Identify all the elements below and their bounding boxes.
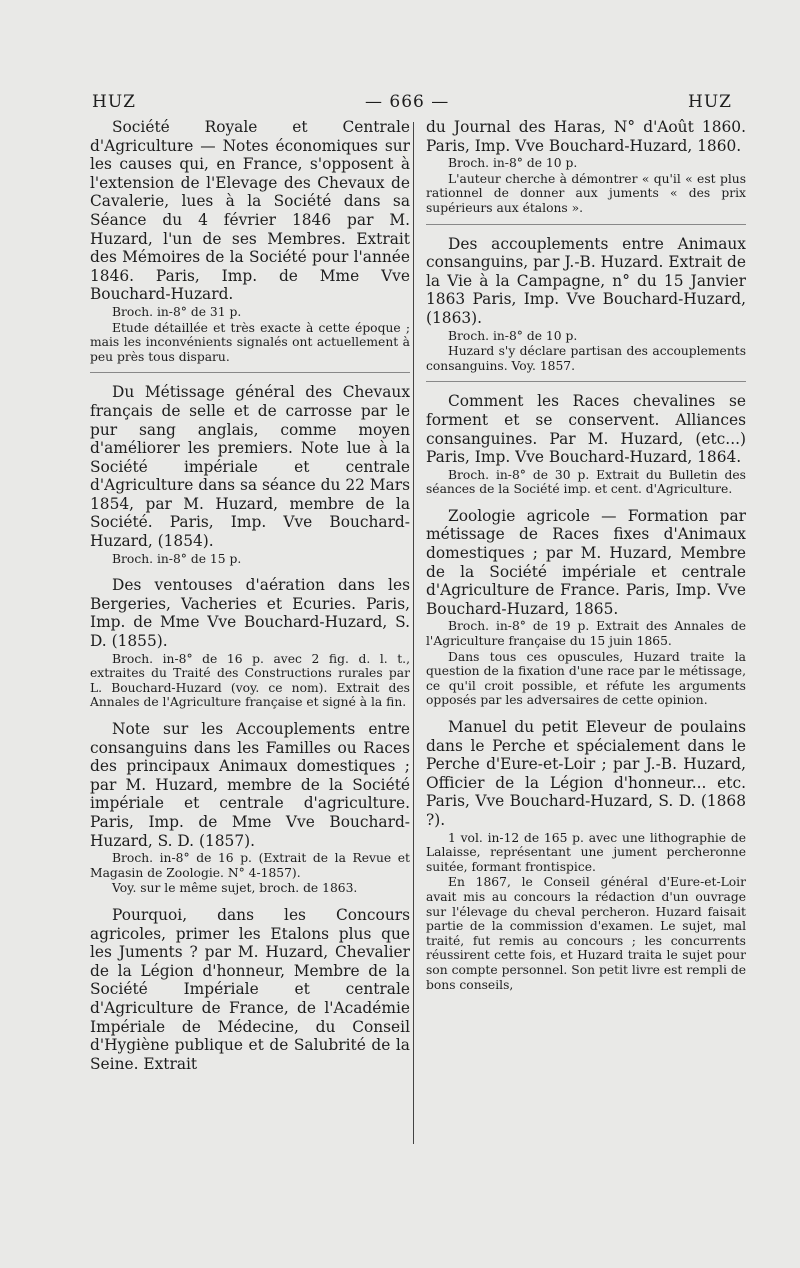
entry-separator bbox=[426, 224, 746, 225]
entry-continuation: du Journal des Haras, N° d'Août 1860. Paris, Imp. Vve Bouchard-Huzard, 1860. bbox=[426, 118, 746, 155]
entry-title: Pourquoi, dans les Concours agricoles, primer les Etalons plus que les Juments ? par M. Huzard, Chevalier de la Légion d'honneur, Membre de la Société Impériale et centrale d'Agriculture de France, de l'Académie Impériale de Médecine, du Conseil d'Hygiène publique et de Salubrité de la Seine. Extrait bbox=[90, 905, 410, 1073]
entry-title: Comment les Races chevalines se forment et se conservent. Alliances consanguines. Par M. Huzard, (etc...) Paris, Imp. Vve Bouchard-Huzard, 1864. bbox=[426, 392, 746, 467]
running-head-right: HUZ bbox=[688, 92, 732, 112]
entry-title: Zoologie agricole — Formation par métissage de Races fixes d'Animaux domestiques ; par M. Huzard, Membre de la Société impériale et centrale d'Agriculture de France. Paris, Imp. Vve Bouchard-Huzard, 1865. bbox=[426, 506, 746, 618]
entry-title: Société Royale et Centrale d'Agriculture — Notes économiques sur les causes qui, en France, s'opposent à l'extension de l'Elevage des Chevaux de Cavalerie, lues à la Société dans sa Séance du 4 février 1846 par M. Huzard, l'un de ses Membres. Extrait des Mémoires de la Société pour l'année 1846. Paris, Imp. de Mme Vve Bouchard-Huzard. bbox=[90, 118, 410, 304]
entry-note: Broch. in-8° de 10 p. bbox=[448, 328, 578, 343]
entry-title: Des accouplements entre Animaux consanguins, par J.-B. Huzard. Extrait de la Vie à la Campagne, n° du 15 Janvier 1863 Paris, Imp. Vve Bouchard-Huzard, (1863). bbox=[426, 234, 746, 327]
entry-note: Etude détaillée et très exacte à cette époque ; mais les inconvénients signalés ont actuellement à peu près tous disparu. bbox=[90, 320, 410, 364]
running-head-left: HUZ bbox=[92, 92, 136, 112]
entry-note: Broch. in-8° de 31 p. bbox=[112, 304, 242, 319]
bib-entry bbox=[90, 383, 410, 566]
entry-note: Voy. sur le même sujet, broch. de 1863. bbox=[112, 881, 358, 896]
bib-entry bbox=[426, 507, 746, 708]
bib-entry bbox=[90, 906, 410, 1073]
bib-entry bbox=[426, 235, 746, 374]
entry-note: L'auteur cherche à démontrer « qu'il « est plus rationnel de donner aux juments « des prix supérieurs aux étalons ». bbox=[426, 171, 746, 215]
bib-entry bbox=[90, 576, 410, 710]
entry-title: Du Métissage général des Chevaux français de selle et de carrosse par le pur sang anglais, comme moyen d'améliorer les premiers. Note lue à la Société impériale et centrale d'Agriculture dans sa séance du 22 Mars 1854, par M. Huzard, membre de la Société. Paris, Imp. Vve Bouchard-Huzard, (1854). bbox=[90, 383, 410, 551]
page-number: — 666 — bbox=[365, 92, 450, 112]
entry-note: Broch. in-8° de 16 p. (Extrait de la Revue et Magasin de Zoologie. N° 4-1857). bbox=[90, 851, 410, 880]
bib-entry bbox=[90, 720, 410, 896]
bib-entry bbox=[426, 718, 746, 992]
entry-note: Broch. in-8° de 16 p. avec 2 fig. d. l. t., extraites du Traité des Constructions rurales par L. Bouchard-Huzard (voy. ce nom). Extrait des Annales de l'Agriculture française et signé à la fin. bbox=[90, 651, 410, 710]
entry-note: Broch. in-8° de 19 p. Extrait des Annales de l'Agriculture française du 15 juin 1865. bbox=[426, 619, 746, 649]
entry-note: 1 vol. in-12 de 165 p. avec une lithographie de Lalaisse, représentant une jument percheronne suitée, formant frontispice. bbox=[426, 830, 746, 874]
entry-note: Dans tous ces opuscules, Huzard traite la question de la fixation d'une race par le métissage, ce qu'il croit possible, et réfute les arguments opposés par les adversaires de cette opinion. bbox=[426, 649, 746, 708]
entry-title: Manuel du petit Eleveur de poulains dans le Perche et spécialement dans le Perche d'Eure-et-Loir ; par J.-B. Huzard, Officier de la Légion d'honneur... etc. Paris, Vve Bouchard-Huzard, S. D. (1868 ?). bbox=[426, 718, 746, 829]
entry-title: Note sur les Accouplements entre consanguins dans les Familles ou Races des principaux Animaux domestiques ; par M. Huzard, membre de la Société impériale et centrale d'agriculture. Paris, Imp. de Mme Vve Bouchard-Huzard, S. D. (1857). bbox=[90, 720, 410, 850]
entry-note: Broch. in-8° de 10 p. bbox=[448, 156, 578, 171]
entry-note: En 1867, le Conseil général d'Eure-et-Loir avait mis au concours la rédaction d'un ouvrage sur l'élevage du cheval percheron. Huzard faisait partie de la commission d'examen. Le sujet, mal traité, fut remis au concours ; les concurrents réussirent cette fois, et Huzard traita le sujet pour son compte personnel. Son petit livre est rempli de bons conseils, bbox=[426, 875, 746, 992]
entry-separator bbox=[90, 372, 410, 373]
column-rule bbox=[413, 122, 414, 1144]
entry-title: Des ventouses d'aération dans les Bergeries, Vacheries et Ecuries. Paris, Imp. de Mme Vve Bouchard-Huzard, S. D. (1855). bbox=[90, 576, 410, 651]
bib-entry bbox=[426, 118, 746, 216]
bib-entry bbox=[90, 118, 410, 364]
entry-separator bbox=[426, 381, 746, 382]
entry-note: Broch. in-8° de 15 p. bbox=[112, 551, 242, 566]
left-column bbox=[90, 118, 410, 1073]
entry-note: Broch. in-8° de 30 p. Extrait du Bulletin des séances de la Société imp. et cent. d'Agriculture. bbox=[426, 467, 746, 497]
bib-entry bbox=[426, 392, 746, 497]
entry-note: Huzard s'y déclare partisan des accouplements consanguins. Voy. 1857. bbox=[426, 344, 746, 373]
right-column bbox=[426, 118, 746, 992]
